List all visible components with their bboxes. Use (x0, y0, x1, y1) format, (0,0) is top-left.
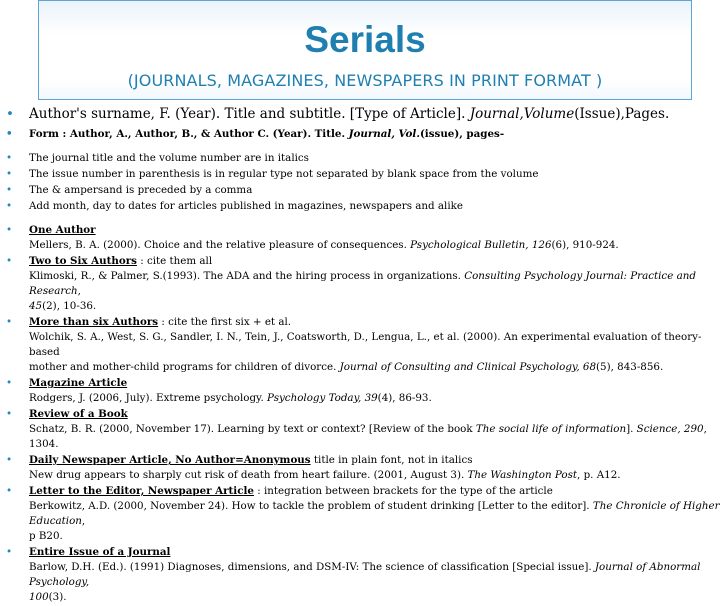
citation-line (29, 330, 722, 360)
citation-line (29, 299, 722, 314)
rule-item (0, 199, 728, 214)
citation-text: (4), 86-93. (377, 392, 432, 404)
bullet-icon: • (6, 128, 13, 140)
bullet-icon: • (6, 485, 13, 497)
example-heading (29, 315, 722, 330)
citation-line (29, 468, 722, 483)
citation-text: (3). (48, 591, 67, 603)
citation-line (29, 422, 722, 452)
citation-italic: Psychology Today, 39 (267, 392, 378, 404)
rule-text: Add month, day to dates for articles published in magazines, newspapers and alike (29, 200, 463, 212)
citation-line (29, 529, 722, 544)
example-item (0, 545, 728, 605)
example-heading-note: title in plain font, not in italics (310, 454, 473, 466)
example-heading (29, 376, 722, 391)
example-heading-label: Magazine Article (29, 377, 128, 389)
example-item (0, 376, 728, 406)
slide-header (38, 0, 692, 100)
example-heading (29, 254, 722, 269)
format-line: • Author's surname, F. (Year). Title and subtitle. [Type of Article]. Journal,Volume(Issue),Pages. (6, 106, 670, 122)
citation-text: mother and mother-child programs for children of divorce. (29, 361, 340, 373)
examples-list (0, 223, 728, 605)
example-heading-note: : cite the first six + et al. (158, 316, 292, 328)
citation-text: New drug appears to sharply cut risk of death from heart failure. (2001, August 3). (29, 469, 468, 481)
citation-line (29, 269, 722, 299)
citation-italic: The social life of information (475, 423, 627, 435)
example-item (0, 254, 728, 314)
citation-italic: Consulting Psychology Journal: Practice and Research, (29, 270, 696, 297)
bullet-icon: • (6, 106, 14, 122)
citation-italic: Journal of Consulting and Clinical Psychology, 68 (339, 361, 597, 373)
example-heading (29, 223, 722, 238)
bullet-icon: • (6, 316, 13, 328)
example-heading-label: One Author (29, 224, 96, 236)
citation-text: ]. (626, 423, 637, 435)
example-heading-label: Daily Newspaper Article, No Author=Anonymous (29, 454, 311, 466)
citation-text: (6), 910-924. (551, 239, 619, 251)
citation-text: Klimoski, R., & Palmer, S.(1993). The ADA and the hiring process in organizations. (29, 270, 465, 282)
citation-line (29, 590, 722, 605)
example-heading-label: Letter to the Editor, Newspaper Article (29, 485, 254, 497)
rules-list (0, 151, 728, 214)
citation-line (29, 560, 722, 590)
citation-text: (2), 10-36. (42, 300, 97, 312)
citation-text: , p. A12. (577, 469, 621, 481)
citation-text: (5), 843-856. (596, 361, 664, 373)
rule-text: The journal title and the volume number are in italics (29, 152, 309, 164)
citation-text: Barlow, D.H. (Ed.). (1991) Diagnoses, dimensions, and DSM-IV: The science of classification [Special issue]. (29, 561, 595, 573)
bullet-icon: • (6, 152, 13, 164)
rule-item (0, 183, 728, 198)
example-item (0, 453, 728, 483)
example-heading (29, 545, 722, 560)
citation-text: Rodgers, J. (2006, July). Extreme psychology. (29, 392, 268, 404)
example-heading-note: : cite them all (136, 255, 213, 267)
form-line: • Form : Author, A., Author, B., & Author C. (Year). Title. Journal, Vol.(issue), pages- (6, 128, 505, 140)
citation-italic: The Chronicle of Higher Education (29, 500, 720, 527)
citation-line (29, 499, 722, 529)
citation-italic: Journal of Abnormal Psychology, (29, 561, 701, 588)
example-item (0, 223, 728, 253)
citation-text: , (81, 515, 86, 527)
example-heading (29, 484, 722, 499)
citation-line (29, 238, 722, 253)
bullet-icon: • (6, 224, 13, 236)
rule-text: The issue number in parenthesis is in regular type not separated by blank space from the volume (29, 168, 539, 180)
bullet-icon: • (6, 377, 13, 389)
rule-item (0, 151, 728, 166)
citation-text: p B20. (29, 530, 63, 542)
example-heading (29, 407, 722, 422)
rule-text: The & ampersand is preceded by a comma (29, 184, 253, 196)
citation-text: Schatz, B. R. (2000, November 17). Learning by text or context? [Review of the book (29, 423, 476, 435)
example-item (0, 315, 728, 375)
example-heading-label: Entire Issue of a Journal (29, 546, 171, 558)
example-heading-note: : integration between brackets for the type of the article (253, 485, 553, 497)
citation-italic: The Washington Post (467, 469, 578, 481)
example-item (0, 407, 728, 452)
citation-italic: Science, 290 (636, 423, 704, 435)
example-item (0, 484, 728, 544)
example-heading (29, 453, 722, 468)
citation-text: Wolchik, S. A., West, S. G., Sandler, I. N., Tein, J., Coatsworth, D., Lengua, L., et al. (2000). An experimental evaluation of theory-based (29, 331, 702, 358)
rule-item (0, 167, 728, 182)
citation-line (29, 360, 722, 375)
bullet-icon: • (6, 168, 13, 180)
citation-text: Berkowitz, A.D. (2000, November 24). How to tackle the problem of student drinking [Letter to the editor]. (29, 500, 593, 512)
bullet-icon: • (6, 200, 13, 212)
citation-italic: 45 (29, 300, 43, 312)
bullet-icon: • (6, 408, 13, 420)
citation-text: , 1304. (29, 423, 707, 450)
bullet-icon: • (6, 454, 13, 466)
citation-italic: 100 (29, 591, 49, 603)
slide-subtitle: (JOURNALS, MAGAZINES, NEWSPAPERS IN PRINT FORMAT ) (127, 71, 603, 90)
citation-line (29, 391, 722, 406)
bullet-icon: • (6, 546, 13, 558)
example-heading-label: Two to Six Authors (29, 255, 137, 267)
bullet-icon: • (6, 255, 13, 267)
bullet-icon: • (6, 184, 13, 196)
citation-text: Mellers, B. A. (2000). Choice and the relative pleasure of consequences. (29, 239, 411, 251)
example-heading-label: Review of a Book (29, 408, 128, 420)
example-heading-label: More than six Authors (29, 316, 159, 328)
slide-body (0, 105, 728, 606)
slide-title: Serials (304, 19, 426, 60)
citation-italic: Psychological Bulletin, 126 (410, 239, 552, 251)
